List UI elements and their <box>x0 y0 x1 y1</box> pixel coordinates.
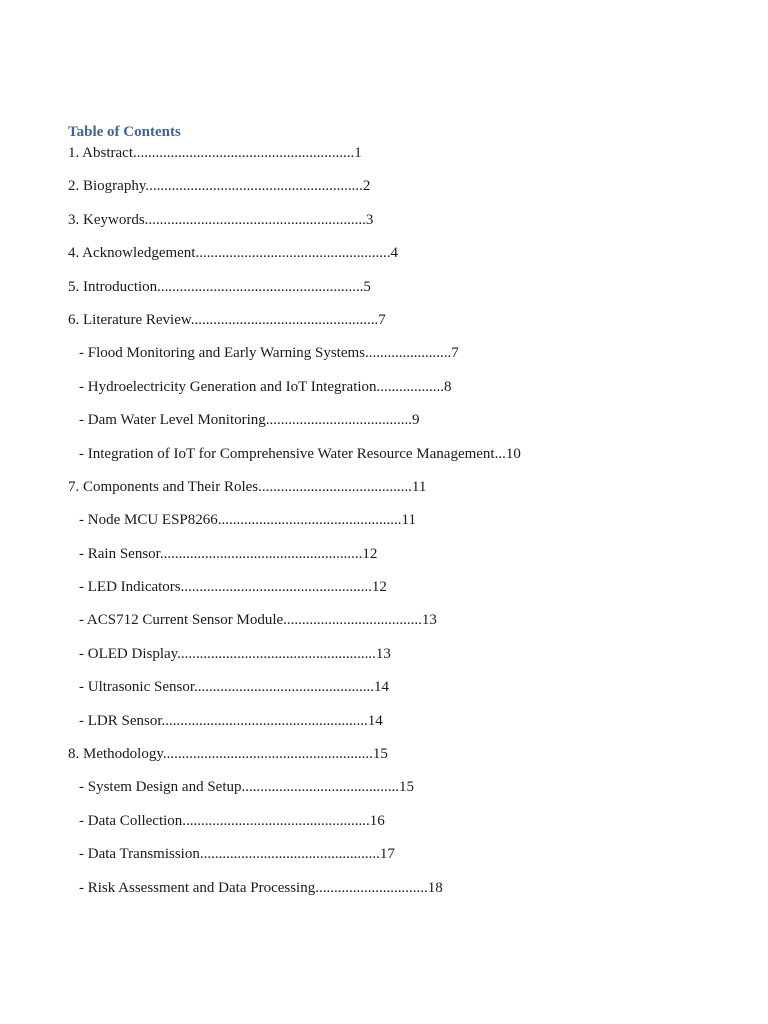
toc-subentry: - Node MCU ESP8266.................................................11 <box>79 512 416 529</box>
toc-entry: 5. Introduction.......................................................5 <box>68 278 371 295</box>
toc-subentry: - Integration of IoT for Comprehensive Water Resource Management...10 <box>79 445 521 462</box>
toc-subentry: - ACS712 Current Sensor Module.....................................13 <box>79 612 437 629</box>
toc-subentry: - Hydroelectricity Generation and IoT Integration..................8 <box>79 378 452 395</box>
toc-entry: 3. Keywords...........................................................3 <box>68 211 374 228</box>
toc-subentry: - OLED Display.....................................................13 <box>79 645 391 662</box>
toc-subentry: - Rain Sensor......................................................12 <box>79 545 378 562</box>
toc-subentry: - Flood Monitoring and Early Warning Systems.......................7 <box>79 345 459 362</box>
toc-subentry: - Data Collection..................................................16 <box>79 812 385 829</box>
toc-entry: 1. Abstract...........................................................1 <box>68 145 362 161</box>
toc-subentry: - System Design and Setup..........................................15 <box>79 779 414 796</box>
toc-entry: 8. Methodology........................................................15 <box>68 746 388 763</box>
toc-subentry: - Risk Assessment and Data Processing..............................18 <box>79 879 443 896</box>
toc-subentry: - Ultrasonic Sensor................................................14 <box>79 679 389 696</box>
toc-subentry: - LDR Sensor.......................................................14 <box>79 712 383 729</box>
toc-subentry: - LED Indicators...................................................12 <box>79 579 387 596</box>
toc-entry: 4. Acknowledgement....................................................4 <box>68 245 398 262</box>
toc-subentry: - Data Transmission................................................17 <box>79 846 395 863</box>
toc-subentry: - Dam Water Level Monitoring.......................................9 <box>79 412 420 429</box>
toc-title: Table of Contents <box>68 124 181 140</box>
toc-entry: 6. Literature Review..................................................7 <box>68 311 386 328</box>
toc-entry: 7. Components and Their Roles.........................................11 <box>68 478 427 495</box>
toc-entry: 2. Biography..........................................................2 <box>68 178 371 195</box>
toc-list <box>68 144 521 912</box>
